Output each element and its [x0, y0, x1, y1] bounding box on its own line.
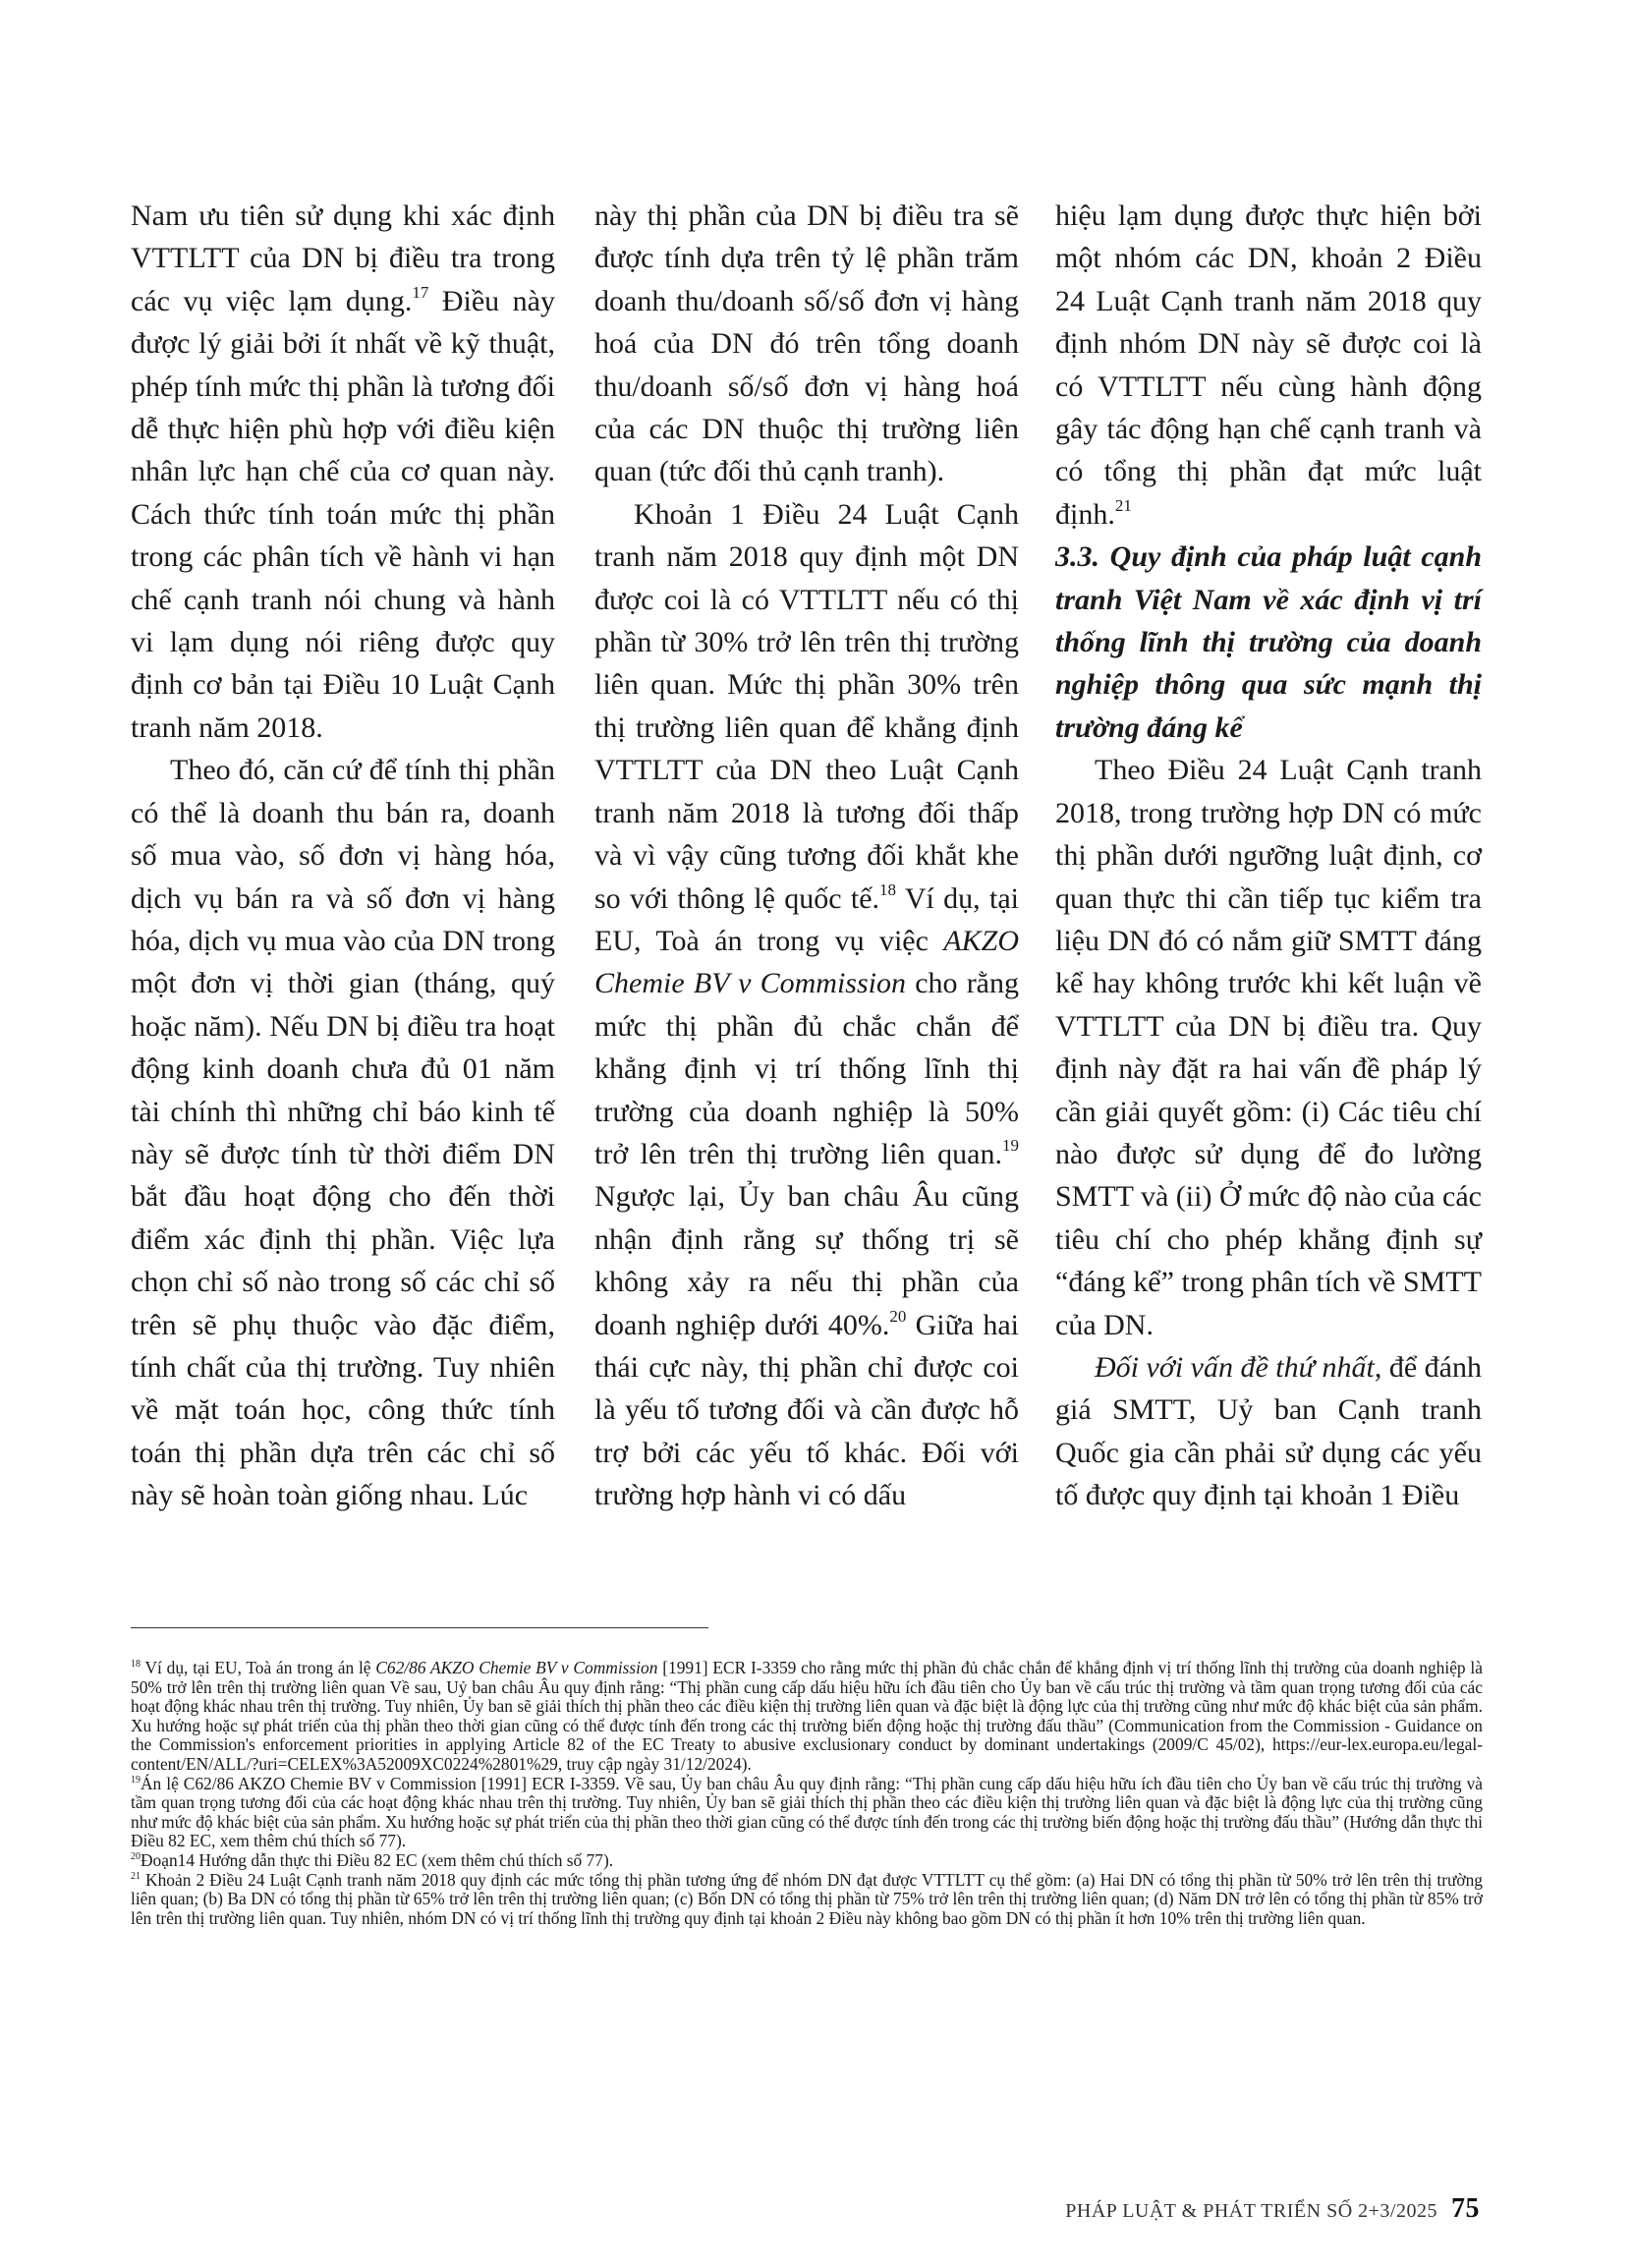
footnote-20: $^{20}$Đoạn14 Hướng dẫn thực thi Điều 82 EC (xem thêm chú thích số 77).: [131, 1849, 614, 1870]
page-number: 75: [1451, 2193, 1480, 2224]
footnote-18: $^{18}$ Ví dụ, tại EU, Toà án trong án lệ C62/86 AKZO Chemie BV v Commission [1991] ECR I-3359 cho rằng mức thị phần đủ chắc chắn để khẳng định vị trí thống lĩnh thị trường của doanh nghiệp là 50% trở lên trên thị trường liên quan Về sau, Uỷ ban châu Âu quy định rằng: “Thị phần cung cấp dấu hiệu hữu ích đầu tiên cho Ủy ban về cấu trúc thị trường và tầm quan trọng tương đối của các hoạt động khác nhau trên thị trường. Tuy nhiên, Ủy ban sẽ giải thích thị phần theo các điều kiện thị trường liên quan và đặc biệt là động lực của thị trường cũng như mức độ khác biệt của sản phẩm. Xu hướng hoặc sự phát triển của thị phần theo thời gian cũng có thể được tính đến trong các thị trường biến động hoặc thị trường đấu thầu” (Communication from the Commission - Guidance on the Commission's enforcement priorities in applying Article 82 of the EC Treaty to abusive exclusionary conduct by dominant undertakings (2009/C 45/02), https://eur-lex.europa.eu/legal-content/EN/ALL/?uri=CELEX%3A52009XC0224%2801%29, truy cập ngày 31/12/2024).: [131, 1658, 1483, 1774]
case-name: AKZO Chemie BV v Commission: [594, 924, 1019, 1000]
section-heading: 3.3. Quy định của pháp luật cạnh tranh Việt Nam về xác định vị trí thống lĩnh thị trường của doanh nghiệp thông qua sức mạnh thị trường đáng kể: [1055, 540, 1482, 744]
column-2: [594, 195, 1019, 1517]
journal-name: PHÁP LUẬT & PHÁT TRIỂN SỐ 2+3/2025: [1065, 2200, 1437, 2222]
paragraph: Theo đó, căn cứ để tính thị phần có thể là doanh thu bán ra, doanh số mua vào, số đơn vị hàng hóa, dịch vụ bán ra và số đơn vị hàng hóa, dịch vụ mua vào của DN trong một đơn vị thời gian (tháng, quý hoặc năm). Nếu DN bị điều tra hoạt động kinh doanh chưa đủ 01 năm tài chính thì những chỉ báo kinh tế này sẽ được tính từ thời điểm DN bắt đầu hoạt động cho đến thời điểm xác định thị phần. Việc lựa chọn chỉ số nào trong số các chỉ số trên sẽ phụ thuộc vào đặc điểm, tính chất của thị trường. Tuy nhiên về mặt toán học, công thức tính toán thị phần dựa trên các chỉ số này sẽ hoàn toàn giống nhau. Lúc: [131, 754, 555, 1512]
column-1: [131, 195, 555, 1517]
footnote-ref-21[interactable]: 21: [1114, 495, 1132, 515]
footnote-ref-19[interactable]: 19: [1002, 1135, 1019, 1155]
page-footer: [1065, 2193, 1480, 2225]
footnote-ref-18[interactable]: 18: [879, 879, 897, 899]
paragraph: Đối với vấn đề thứ nhất, để đánh giá SMTT, Uỷ ban Cạnh tranh Quốc gia cần phải sử dụng các yếu tố được quy định tại khoản 1 Điều: [1055, 1350, 1482, 1512]
paragraph: Nam ưu tiên sử dụng khi xác định VTTLTT của DN bị điều tra trong các vụ việc lạm dụng.$^{17}$ Điều này được lý giải bởi ít nhất về kỹ thuật, phép tính mức thị phần là tương đối dễ thực hiện phù hợp với điều kiện nhân lực hạn chế của cơ quan này. Cách thức tính toán mức thị phần trong các phân tích về hành vi hạn chế cạnh tranh nói chung và hành vi lạm dụng nói riêng được quy định cơ bản tại Điều 10 Luật Cạnh tranh năm 2018.: [131, 199, 555, 744]
footnote-21: $^{21}$ Khoản 2 Điều 24 Luật Cạnh tranh năm 2018 quy định các mức tổng thị phần tương ứng để nhóm DN đạt được VTTLTT cụ thể gồm: (a) Hai DN có tổng thị phần từ 50% trở lên trên thị trường liên quan; (b) Ba DN có tổng thị phần từ 65% trở lên trên thị trường liên quan; (c) Bốn DN có tổng thị phần từ 75% trở lên trên thị trường liên quan; (d) Năm DN trở lên có tổng thị phần từ 85% trở lên trên thị trường liên quan. Tuy nhiên, nhóm DN có vị trí thống lĩnh thị trường quy định tại khoản 2 Điều này không bao gồm DN có thị phần ít hơn 10% trên thị trường liên quan.: [131, 1869, 1483, 1928]
paragraph: Khoản 1 Điều 24 Luật Cạnh tranh năm 2018 quy định một DN được coi là có VTTLTT nếu có thị phần từ 30% trở lên trên thị trường liên quan. Mức thị phần 30% trên thị trường liên quan để khẳng định VTTLTT của DN theo Luật Cạnh tranh năm 2018 là tương đối thấp và vì vậy cũng tương đối khắt khe so với thông lệ quốc tế.$^{18}$ Ví dụ, tại EU, Toà án trong vụ việc AKZO Chemie BV v Commission cho rằng mức thị phần đủ chắc chắn để khẳng định vị trí thống lĩnh thị trường của doanh nghiệp là 50% trở lên trên thị trường liên quan.$^{19}$ Ngược lại, Ủy ban châu Âu cũng nhận định rằng sự thống trị sẽ không xảy ra nếu thị phần của doanh nghiệp dưới 40%.$^{20}$ Giữa hai thái cực này, thị phần chỉ được coi là yếu tố tương đối và cần được hỗ trợ bởi các yếu tố khác. Đối với trường hợp hành vi có dấu: [594, 497, 1019, 1512]
footnote-19: $^{19}$Án lệ C62/86 AKZO Chemie BV v Commission [1991] ECR I-3359. Về sau, Ủy ban châu Âu quy định rằng: “Thị phần cung cấp dấu hiệu hữu ích đầu tiên cho Ủy ban về cấu trúc thị trường và tầm quan trọng tương đối của các hoạt động khác nhau trên thị trường. Tuy nhiên, Ủy ban sẽ giải thích thị phần theo các điều kiện thị trường liên quan và đặc biệt là động lực của thị trường cũng như mức độ khác biệt của sản phẩm. Xu hướng hoặc sự phát triển của thị phần theo thời gian cũng có thể được tính đến trong các thị trường biến động hoặc thị trường đấu thầu” (Hướng dẫn thực thi Điều 82 EC, xem thêm chú thích số 77).: [131, 1773, 1483, 1851]
paragraph: Theo Điều 24 Luật Cạnh tranh 2018, trong trường hợp DN có mức thị phần dưới ngưỡng luật định, cơ quan thực thi cần tiếp tục kiểm tra liệu DN đó có nắm giữ SMTT đáng kể hay không trước khi kết luận về VTTLTT của DN bị điều tra. Quy định này đặt ra hai vấn đề pháp lý cần giải quyết gồm: (i) Các tiêu chí nào được sử dụng để đo lường SMTT và (ii) Ở mức độ nào của các tiêu chí cho phép khẳng định sự “đáng kể” trong phân tích về SMTT của DN.: [1055, 754, 1482, 1341]
column-3: [1055, 195, 1482, 1517]
paragraph: này thị phần của DN bị điều tra sẽ được tính dựa trên tỷ lệ phần trăm doanh thu/doanh số/số đơn vị hàng hoá của DN đó trên tổng doanh thu/doanh số/số đơn vị hàng hoá của các DN thuộc thị trường liên quan (tức đối thủ cạnh tranh).: [594, 199, 1019, 488]
footnote-divider: [131, 1627, 708, 1628]
footnote-ref-20[interactable]: 20: [889, 1306, 907, 1326]
footnotes: [131, 1659, 1483, 1928]
paragraph: hiệu lạm dụng được thực hiện bởi một nhóm các DN, khoản 2 Điều 24 Luật Cạnh tranh năm 2018 quy định nhóm DN này sẽ được coi là có VTTLTT nếu cùng hành động gây tác động hạn chế cạnh tranh và có tổng thị phần đạt mức luật định.$^{21}$: [1055, 199, 1482, 531]
footnote-ref-17[interactable]: 17: [412, 282, 429, 302]
